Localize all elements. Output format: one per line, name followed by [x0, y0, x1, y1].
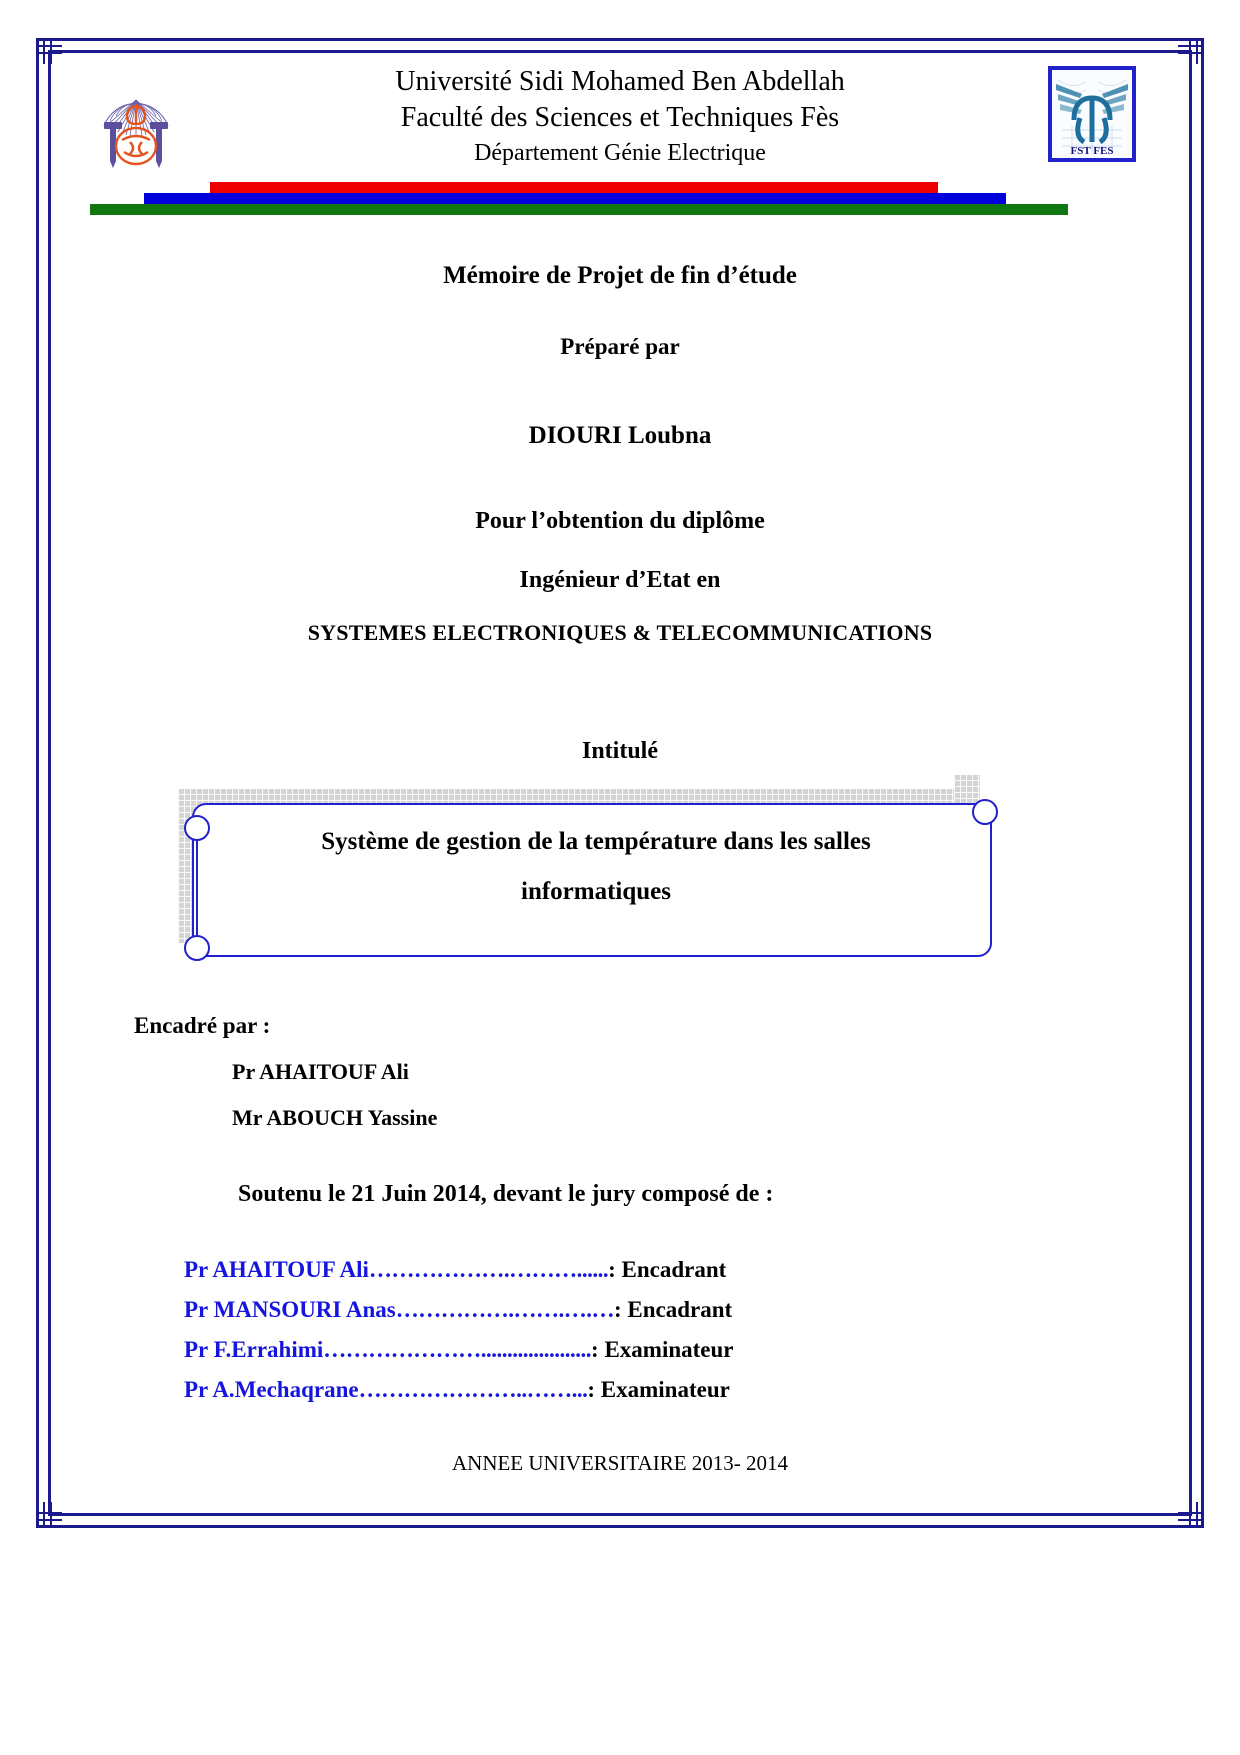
department-name: Département Génie Electrique [474, 140, 766, 166]
defense-statement: Soutenu le 21 Juin 2014, devant le jury composé de : [238, 1181, 774, 1207]
jury-member-name: Pr MANSOURI Anas [184, 1297, 396, 1322]
jury-member-name: Pr A.Mechaqrane [184, 1377, 359, 1402]
jury-dot-leader: …………….…….….… [395, 1297, 614, 1322]
usmba-university-logo [92, 66, 180, 170]
header-institution-titles [216, 64, 1024, 170]
faculty-name: Faculté des Sciences et Techniques Fès [400, 102, 840, 133]
supervision-section [56, 1013, 1184, 1131]
fst-fes-logo [1048, 66, 1136, 162]
supervisor-1: Pr AHAITOUF Ali [232, 1059, 409, 1084]
author-name: DIOURI Loubna [528, 422, 712, 449]
project-title [216, 817, 976, 917]
jury-member-row [184, 1290, 1184, 1330]
academic-year-footer: ANNEE UNIVERSITAIRE 2013- 2014 [451, 1451, 789, 1475]
jury-list [184, 1250, 1184, 1410]
jury-member-role: : Encadrant [608, 1257, 727, 1282]
jury-dot-leader: …………………..……... [358, 1377, 588, 1402]
prepare-par-line: Préparé par [560, 334, 680, 359]
bar-blue [144, 193, 1006, 204]
supervision-label: Encadré par : [134, 1013, 271, 1038]
jury-member-row [184, 1330, 1184, 1370]
scroll-spine [196, 823, 198, 949]
intitule-label: Intitulé [581, 738, 658, 764]
jury-member-role: : Examinateur [587, 1377, 730, 1402]
project-title-line-2: informatiques [521, 878, 671, 905]
scroll-shadow-tab [954, 775, 980, 805]
supervisor-2: Mr ABOUCH Yassine [232, 1105, 438, 1130]
cover-page-content [56, 56, 1184, 1510]
jury-member-row [184, 1250, 1184, 1290]
jury-member-role: : Examinateur [591, 1337, 734, 1362]
cover-text-block [56, 262, 1184, 765]
jury-dot-leader: …………………..................... [323, 1337, 592, 1362]
university-name: Université Sidi Mohamed Ben Abdellah [395, 66, 845, 97]
memoire-line: Mémoire de Projet de fin d’étude [443, 262, 797, 289]
tricolor-bars [56, 182, 1184, 222]
jury-member-role: : Encadrant [613, 1297, 733, 1322]
fst-fes-logo-text: FST FES [1070, 145, 1114, 157]
jury-member-name: Pr F.Errahimi [184, 1337, 324, 1362]
bar-red [210, 182, 938, 193]
bar-green [90, 204, 1068, 215]
diploma-purpose: Pour l’obtention du diplôme [475, 508, 765, 534]
program-name: SYSTEMES ELECTRONIQUES & TELECOMMUNICATIONS [307, 620, 933, 645]
jury-dot-leader: ……………….………...... [368, 1257, 609, 1282]
scroll-curl-top-left [184, 815, 210, 841]
jury-member-name: Pr AHAITOUF Ali [184, 1257, 369, 1282]
jury-member-row [184, 1370, 1184, 1410]
page-header [56, 56, 1184, 178]
diploma-name: Ingénieur d’Etat en [519, 567, 721, 593]
scroll-curl-bottom-left [184, 935, 210, 961]
project-title-line-1: Système de gestion de la température dans les salles [321, 828, 871, 855]
title-scroll-banner [56, 789, 1184, 979]
